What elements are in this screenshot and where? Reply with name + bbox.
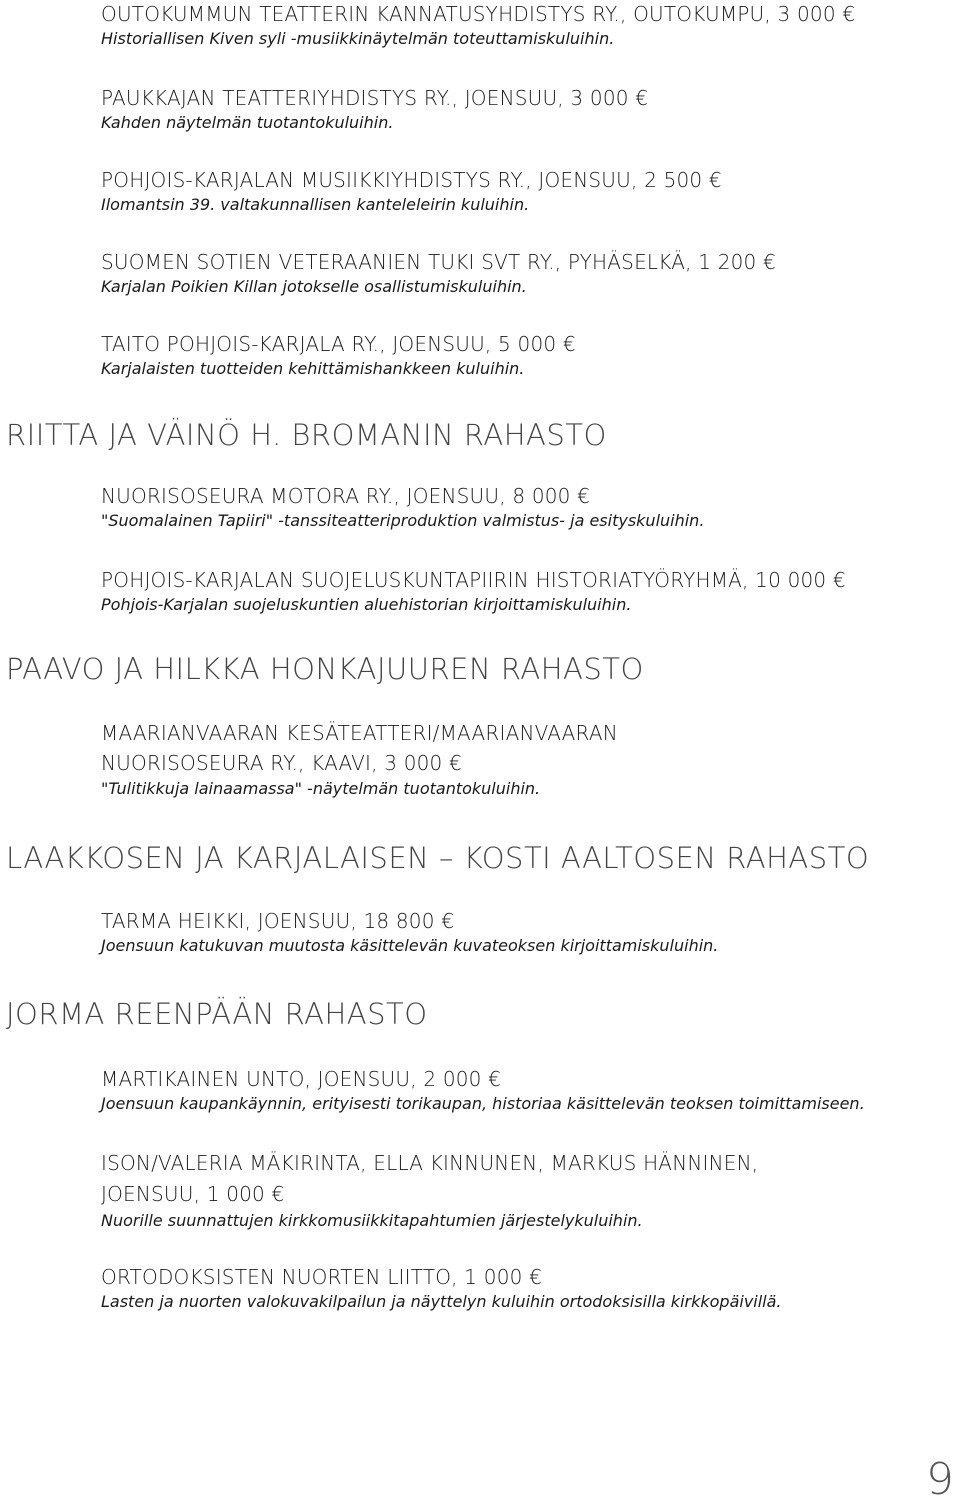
section-title: JORMA REENPÄÄN RAHASTO [6,997,428,1031]
grant-heading: POHJOIS-KARJALAN SUOJELUSKUNTAPIIRIN HISTORIATYÖRYHMÄ, 10 000 € [101,568,846,592]
grant-description: "Suomalainen Tapiiri" -tanssiteatteriproduktion valmistus- ja esityskuluihin. [101,511,705,530]
grant-description: Kahden näytelmän tuotantokuluihin. [101,113,394,132]
grant-heading: TAITO POHJOIS-KARJALA RY., JOENSUU, 5 000 € [101,332,576,356]
grant-entry [101,84,951,134]
grant-entry [101,330,951,380]
grant-description: Karjalan Poikien Killan jotokselle osallistumiskuluihin. [101,277,527,296]
grant-entry [101,1148,951,1232]
grant-heading: OUTOKUMMUN TEATTERIN KANNATUSYHDISTYS RY., OUTOKUMPU, 3 000 € [101,2,856,26]
grant-entry [101,248,951,298]
grant-entry [101,482,951,532]
grant-heading: TARMA HEIKKI, JOENSUU, 18 800 € [101,909,455,933]
grant-description: Joensuun katukuvan muutosta käsittelevän kuvateoksen kirjoittamiskuluihin. [101,936,719,955]
page-number: 9 [926,1454,954,1505]
grant-heading: ORTODOKSISTEN NUORTEN LIITTO, 1 000 € [101,1265,543,1289]
grant-heading: POHJOIS-KARJALAN MUSIIKKIYHDISTYS RY., JOENSUU, 2 500 € [101,168,722,192]
grant-entry [101,166,951,216]
grant-heading: MARTIKAINEN UNTO, JOENSUU, 2 000 € [101,1067,502,1091]
grant-description: "Tulitikkuja lainaamassa" -näytelmän tuotantokuluihin. [101,779,541,798]
grant-description: Karjalaisten tuotteiden kehittämishankkeen kuluihin. [101,359,525,378]
section-title: PAAVO JA HILKKA HONKAJUUREN RAHASTO [6,652,644,686]
grant-description: Lasten ja nuorten valokuvakilpailun ja näyttelyn kuluihin ortodoksisilla kirkkopäivillä. [101,1292,782,1311]
section-title: LAAKKOSEN JA KARJALAISEN – KOSTI AALTOSEN RAHASTO [6,841,870,875]
grant-entry [101,1065,951,1115]
grant-heading: SUOMEN SOTIEN VETERAANIEN TUKI SVT RY., PYHÄSELKÄ, 1 200 € [101,250,776,274]
grant-description: Ilomantsin 39. valtakunnallisen kanteleleirin kuluihin. [101,195,530,214]
grant-description: Historiallisen Kiven syli -musiikkinäytelmän toteuttamiskuluihin. [101,29,615,48]
grant-heading: PAUKKAJAN TEATTERIYHDISTYS RY., JOENSUU, 3 000 € [101,86,649,110]
grant-entry [101,566,951,616]
grant-heading: ISON/VALERIA MÄKIRINTA, ELLA KINNUNEN, MARKUS HÄNNINEN, JOENSUU, 1 000 € [101,1151,759,1206]
grant-entry [101,0,951,50]
grant-entry [101,1263,951,1313]
grant-entry [101,718,951,800]
grant-heading: NUORISOSEURA MOTORA RY., JOENSUU, 8 000 € [101,484,591,508]
section-title: RIITTA JA VÄINÖ H. BROMANIN RAHASTO [6,418,607,452]
grant-description: Joensuun kaupankäynnin, erityisesti torikaupan, historiaa käsittelevän teoksen toimittamiseen. [101,1094,865,1113]
grant-description: Nuorille suunnattujen kirkkomusiikkitapahtumien järjestelykuluihin. [101,1211,643,1230]
grant-description: Pohjois-Karjalan suojeluskuntien aluehistorian kirjoittamiskuluihin. [101,595,632,614]
grant-entry [101,907,951,957]
grant-heading: MAARIANVAARAN KESÄTEATTERI/MAARIANVAARAN NUORISOSEURA RY., KAAVI, 3 000 € [101,721,618,775]
